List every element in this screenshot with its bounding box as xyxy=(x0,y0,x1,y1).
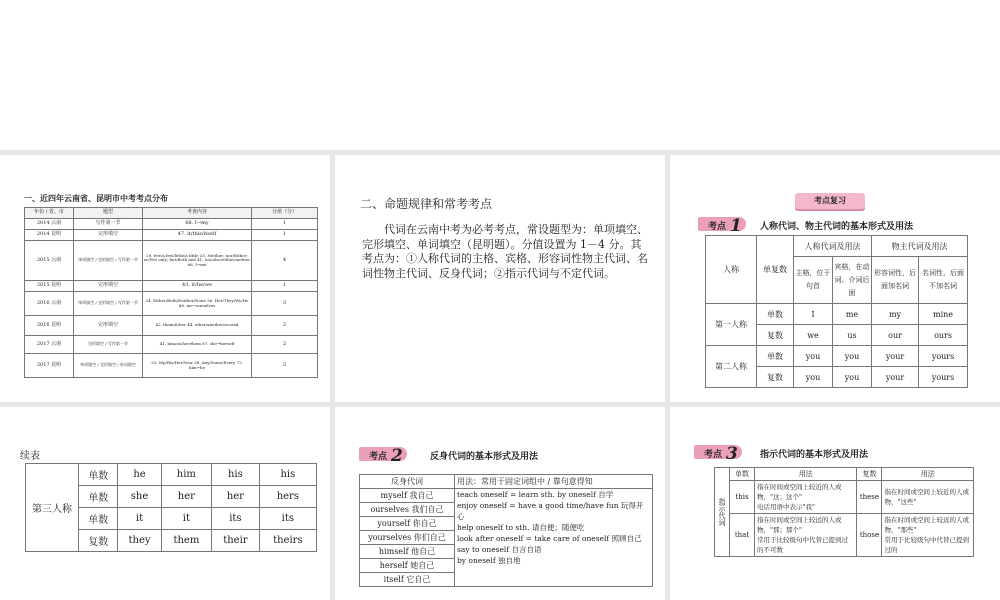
cell: 2014 云南 xyxy=(25,219,74,230)
slide-reflexive-pronouns[interactable] xyxy=(335,407,665,600)
cell: his xyxy=(212,464,260,486)
table-row xyxy=(25,281,318,292)
cell: you xyxy=(794,346,833,367)
header-cell: 分值（分） xyxy=(252,208,318,219)
usage-cell xyxy=(455,489,653,587)
table-row xyxy=(715,481,974,514)
cell: mine xyxy=(919,304,968,325)
kaodian-badge xyxy=(359,446,407,466)
slide-exam-rules[interactable] xyxy=(335,155,665,402)
usage-line: enjoy oneself = have a good time/have fun 玩得开心 xyxy=(457,501,644,521)
cell: 单项填空 / 完形填空 / 写作第一节 xyxy=(74,241,143,281)
cell: 23. My/His/Her/Your 38. Any/Some/Every 72. him→he xyxy=(143,354,252,378)
cell: 2015 昆明 xyxy=(25,281,74,292)
cell: 47. it/this/itself xyxy=(143,230,252,241)
cell: ourselves 我们自己 xyxy=(360,503,455,517)
cell: 2015 云南 xyxy=(25,241,74,281)
review-banner: 考点复习 xyxy=(795,193,865,209)
cell: its xyxy=(259,508,316,530)
personal-pronoun-table xyxy=(705,235,968,388)
cell: yours xyxy=(919,367,968,388)
cell: himself 他自己 xyxy=(360,545,455,559)
cell: hers xyxy=(259,486,316,508)
header-cell: 物主代词及用法 xyxy=(872,236,968,257)
continued-label: 续表 xyxy=(20,451,40,462)
cell: 第二人称 xyxy=(706,346,757,388)
usage-cell xyxy=(755,514,857,557)
header-cell: 用法 xyxy=(755,468,857,481)
cell: its xyxy=(212,508,260,530)
cell: 2017 昆明 xyxy=(25,354,74,378)
cell: you xyxy=(833,346,872,367)
table-row xyxy=(25,230,318,241)
header-cell: 考查内容 xyxy=(143,208,252,219)
cell: 完形填空 / 写作第一节 xyxy=(74,336,143,354)
demonstrative-table xyxy=(714,467,974,557)
cell: 单数 xyxy=(79,486,118,508)
header-cell: 主格，位于句首 xyxy=(794,257,833,304)
cell: 68. I→my xyxy=(143,219,252,230)
cell: 单数 xyxy=(79,508,118,530)
cell: 41. him/us/her/them 67. she→herself xyxy=(143,336,252,354)
usage-line: by oneself 独自地 xyxy=(457,556,521,565)
cell: 29. few/a few/little/a little 33. Neither; nor/Either; or/Not only; but/Both and 41. too/also/either/neither 66. I→me xyxy=(143,241,252,281)
cell: 24. Either/Both/Neither/None 36. Her/They/We/He 68. me→ourselves xyxy=(143,292,252,316)
cell: ours xyxy=(919,325,968,346)
slide-title: 二、命题规律和常考考点 xyxy=(360,197,493,211)
table-row xyxy=(715,514,974,557)
cell: that xyxy=(730,514,755,557)
top-blank-area xyxy=(0,0,1000,150)
table-row xyxy=(360,489,653,503)
kaodian-badge xyxy=(698,216,746,236)
header-cell: 宾格，在动词、介词后面 xyxy=(833,257,872,304)
table-row xyxy=(26,464,317,486)
cell: she xyxy=(118,486,161,508)
cell: 第三人称 xyxy=(26,464,79,552)
cell: yourselves 你们自己 xyxy=(360,531,455,545)
usage-line: teach oneself = learn sth. by oneself 自学 xyxy=(457,490,614,499)
cell: my xyxy=(872,304,919,325)
header-cell: 复数 xyxy=(857,468,882,481)
cell: myself 我自己 xyxy=(360,489,455,503)
cell: 2016 云南 xyxy=(25,292,74,316)
cell: us xyxy=(833,325,872,346)
distribution-table xyxy=(24,207,318,378)
cell: 2016 昆明 xyxy=(25,316,74,336)
table-header-row xyxy=(706,236,968,257)
cell: 42. them/it/her 44. other/another/second xyxy=(143,316,252,336)
header-cell: 题型 xyxy=(74,208,143,219)
cell: you xyxy=(833,367,872,388)
usage-line: 常用于比较级句中代替已提到过的不可数 xyxy=(757,536,848,554)
slide-body-text: 代词在云南中考为必考考点，常设题型为：单项填空、完形填空、单词填空（昆明题）。分值设置为 1－4 分。其考点为：①人称代词的主格、宾格、形容词性物主代词、名词性物主代词、反身代词；②指示代词与不定代词。 xyxy=(362,223,648,280)
cell: your xyxy=(872,367,919,388)
side-label: 指示代词 xyxy=(715,468,730,557)
cell: theirs xyxy=(259,530,316,552)
kaodian-label: 考点 xyxy=(704,450,723,460)
cell: 完形填空 xyxy=(74,316,143,336)
kaodian-title: 反身代词的基本形式及用法 xyxy=(430,452,539,462)
cell: 写作第一节 xyxy=(74,219,143,230)
table-row xyxy=(25,354,318,378)
cell: 43. it/he/we xyxy=(143,281,252,292)
reflexive-table xyxy=(359,474,653,587)
kaodian-label: 考点 xyxy=(369,452,388,462)
cell: yourself 你自己 xyxy=(360,517,455,531)
cell: he xyxy=(118,464,161,486)
kaodian-number: 2 xyxy=(391,446,403,466)
cell: me xyxy=(833,304,872,325)
cell: 4 xyxy=(252,241,318,281)
cell: their xyxy=(212,530,260,552)
table-row xyxy=(706,304,968,325)
header-cell: 人称代词及用法 xyxy=(794,236,872,257)
cell: her xyxy=(212,486,260,508)
cell: it xyxy=(118,508,161,530)
table-row xyxy=(25,316,318,336)
cell: those xyxy=(857,514,882,557)
cell: 单数 xyxy=(757,346,794,367)
cell: our xyxy=(872,325,919,346)
header-cell: 反身代词 xyxy=(360,475,455,489)
usage-line: help oneself to sth. 请自便；随便吃 xyxy=(457,523,585,532)
cell: herself 她自己 xyxy=(360,559,455,573)
header-cell: 年份 / 省、市 xyxy=(25,208,74,219)
cell: 1 xyxy=(252,219,318,230)
cell: yours xyxy=(919,346,968,367)
table-row xyxy=(25,241,318,281)
usage-line: 指在时间或空间上较近的人或物，"这；这个" xyxy=(757,483,842,501)
slide-demonstrative-pronouns[interactable] xyxy=(670,407,1000,600)
cell: 单项填空 / 完形填空 / 写作第一节 xyxy=(74,292,143,316)
cell: 复数 xyxy=(757,367,794,388)
slide-exam-distribution[interactable] xyxy=(0,155,330,402)
cell: him xyxy=(161,464,211,486)
kaodian-badge xyxy=(694,444,742,464)
table-row xyxy=(25,292,318,316)
cell: 复数 xyxy=(757,325,794,346)
header-cell: 用法：常用于固定词组中 / 靠句意得知 xyxy=(455,475,653,489)
table-header-row xyxy=(360,475,653,489)
cell: 完形填空 xyxy=(74,281,143,292)
header-cell: 名词性，后面不加名词 xyxy=(919,257,968,304)
cell: you xyxy=(794,367,833,388)
header-cell: 单复数 xyxy=(757,236,794,304)
header-cell: 用法 xyxy=(882,468,974,481)
cell: 2017 云南 xyxy=(25,336,74,354)
table-row xyxy=(25,336,318,354)
slide-personal-pronouns[interactable] xyxy=(670,155,1000,402)
table-header-row xyxy=(715,468,974,481)
cell: it xyxy=(161,508,211,530)
cell: we xyxy=(794,325,833,346)
kaodian-number: 3 xyxy=(726,444,738,464)
cell: 单数 xyxy=(757,304,794,325)
table-row xyxy=(25,219,318,230)
usage-line: say to oneself 自言自语 xyxy=(457,545,542,554)
cell: they xyxy=(118,530,161,552)
usage-cell xyxy=(755,481,857,514)
header-cell: 单数 xyxy=(730,468,755,481)
cell: 3 xyxy=(252,354,318,378)
usage-line: 指在时间或空间上较远的人或物，"那；那个" xyxy=(757,516,842,534)
slide-continued-table[interactable] xyxy=(0,407,330,600)
cell: 复数 xyxy=(79,530,118,552)
cell: 单项填空 / 完形填空 / 单词填空 xyxy=(74,354,143,378)
cell: 第一人称 xyxy=(706,304,757,346)
cell: 2014 昆明 xyxy=(25,230,74,241)
usage-line: 指在时间或空间上较远的人或物，"那些" xyxy=(884,516,969,534)
header-cell: 人称 xyxy=(706,236,757,304)
slide-title: 一、近四年云南省、昆明市中考考点分布 xyxy=(24,194,168,203)
cell: her xyxy=(161,486,211,508)
table-header-row xyxy=(25,208,318,219)
third-person-table xyxy=(25,463,317,552)
header-cell: 形容词性，后面加名词 xyxy=(872,257,919,304)
cell: itself 它自己 xyxy=(360,573,455,587)
usage-line: 电话用语中表示"我" xyxy=(757,503,815,511)
cell: 2 xyxy=(252,316,318,336)
cell: 1 xyxy=(252,281,318,292)
usage-line: look after oneself = take care of oneself 照顾自己 xyxy=(457,534,642,543)
cell: 3 xyxy=(252,292,318,316)
usage-cell: 指在时间或空间上较近的人或物，"这些" xyxy=(882,481,974,514)
kaodian-title: 指示代词的基本形式及用法 xyxy=(760,450,869,460)
usage-cell xyxy=(882,514,974,557)
kaodian-title: 人称代词、物主代词的基本形式及用法 xyxy=(760,222,914,232)
cell: these xyxy=(857,481,882,514)
cell: your xyxy=(872,346,919,367)
cell: 2 xyxy=(252,336,318,354)
cell: 完形填空 xyxy=(74,230,143,241)
table-row xyxy=(706,346,968,367)
cell: his xyxy=(259,464,316,486)
cell: them xyxy=(161,530,211,552)
cell: 1 xyxy=(252,230,318,241)
cell: this xyxy=(730,481,755,514)
kaodian-number: 1 xyxy=(730,216,742,236)
usage-line: 常用于比较级句中代替已提到过的 xyxy=(884,536,969,554)
cell: I xyxy=(794,304,833,325)
kaodian-label: 考点 xyxy=(708,222,727,232)
cell: 单数 xyxy=(79,464,118,486)
